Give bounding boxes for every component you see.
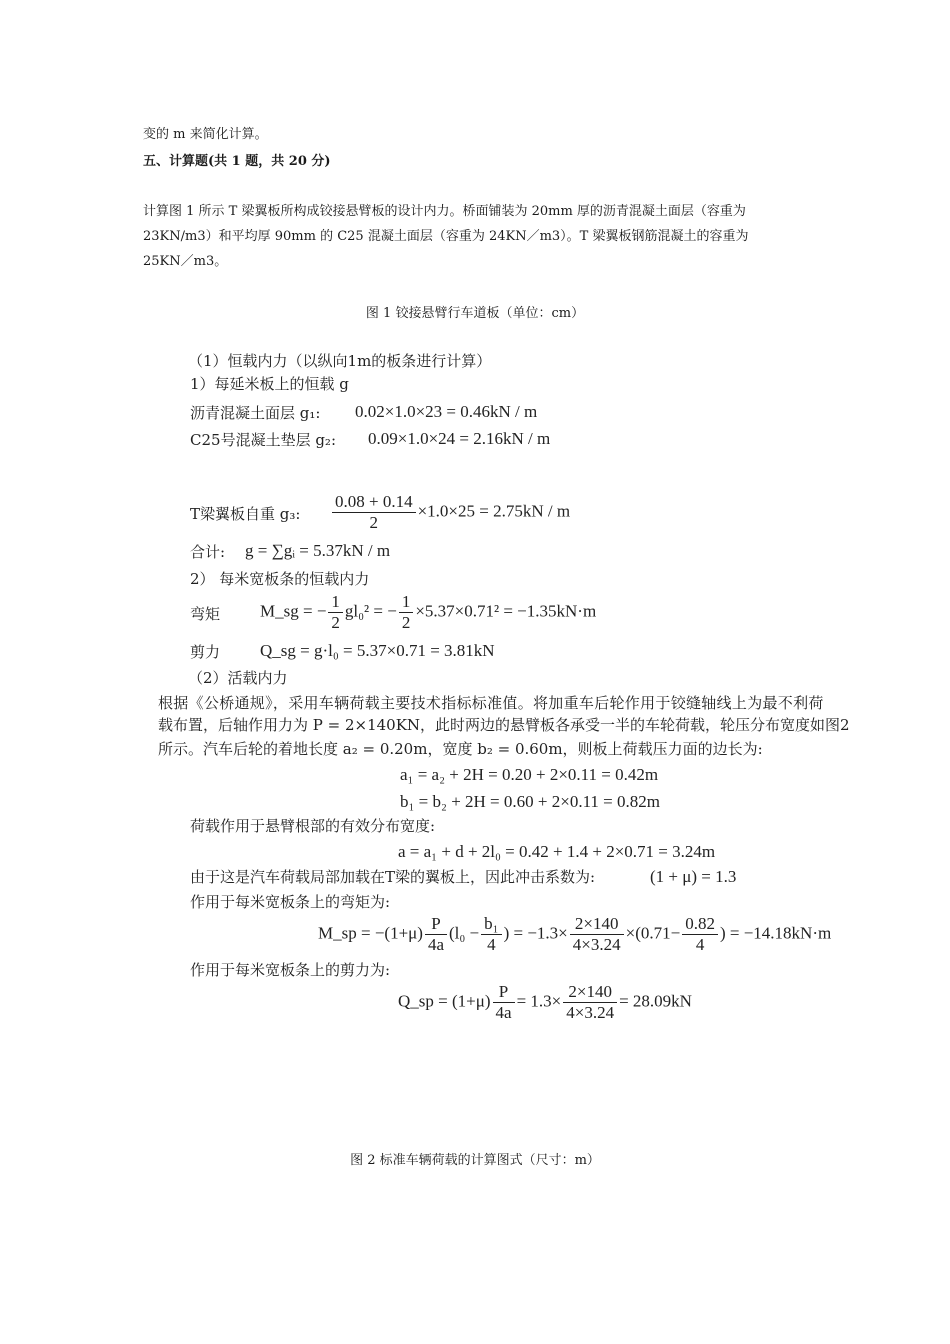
figure2-caption: 图 2 标准车辆荷载的计算图式（尺寸：m）: [350, 1153, 600, 1168]
dead-load-sub2: 2） 每米宽板条的恒载内力: [190, 570, 370, 588]
moment-expression: M_sg = − $\frac{1}{2}$ gl₀² = − $\frac{1}{2}$ ×5.37×0.71² = −1.35kN·m: [260, 592, 597, 632]
g3-label: T梁翼板自重 g₃:: [190, 505, 301, 523]
msp-label: 作用于每米宽板条上的弯矩为:: [190, 893, 391, 911]
dead-load-sub1: 1）每延米板上的恒载 g: [190, 375, 349, 393]
problem-line-3: 25KN／m3。: [143, 254, 228, 269]
section-heading: 五、计算题(共 1 题，共 20 分): [143, 154, 331, 169]
g3-expression: $\frac{0.08 + 0.14}{2}$ ×1.0×25 = 2.75kN / m: [330, 492, 570, 533]
sum-label: 合计:: [190, 543, 226, 561]
b1-expression: b₁ = b₂ + 2H = 0.60 + 2×0.11 = 0.82m: [400, 792, 660, 811]
dead-load-title: （1）恒载内力（以纵向1m的板条进行计算）: [188, 352, 492, 370]
shear-expression: Q_sg = g·l₀ = 5.37×0.71 = 3.81kN: [260, 641, 495, 660]
g1-label: 沥青混凝土面层 g₁:: [190, 404, 321, 422]
qsp-expression: Q_sp = (1+μ) $\frac{P}{4a}$ = 1.3× $\frac{2\times 140}{4\times 3.24}$ = 28.09kN: [398, 982, 692, 1022]
g2-label: C25号混凝土垫层 g₂:: [190, 431, 337, 449]
live-load-para-2: 载布置，后轴作用力为 P = 2×140KN，此时两边的悬臂板各承受一半的车轮荷载，轮压分布宽度如图2: [158, 716, 850, 734]
g1-expression: 0.02×1.0×23 = 0.46kN / m: [355, 402, 538, 421]
a1-expression: a₁ = a₂ + 2H = 0.20 + 2×0.11 = 0.42m: [400, 765, 659, 784]
impact-expression: (1 + μ) = 1.3: [650, 867, 737, 886]
effective-width-label: 荷载作用于悬臂根部的有效分布宽度:: [190, 817, 436, 835]
live-load-para-3: 所示。汽车后轮的着地长度 a₂ = 0.20m，宽度 b₂ = 0.60m，则板上荷载压力面的边长为:: [158, 740, 763, 758]
g3-fraction: $\frac{0.08 + 0.14}{2}$: [332, 492, 416, 533]
sum-expression: g = ∑gᵢ = 5.37kN / m: [245, 541, 391, 560]
figure1-caption: 图 1 铰接悬臂行车道板（单位：cm）: [365, 306, 585, 321]
intro-tail: 变的 m 来简化计算。: [143, 127, 268, 142]
a-expression: a = a₁ + d + 2l₀ = 0.42 + 1.4 + 2×0.71 = 3.24m: [398, 842, 716, 861]
problem-line-1: 计算图 1 所示 T 梁翼板所构成铰接悬臂板的设计内力。桥面铺装为 20mm 厚的沥青混凝土面层（容重为: [143, 204, 746, 219]
live-load-title: （2）活载内力: [188, 669, 288, 687]
impact-label: 由于这是汽车荷载局部加载在T梁的翼板上，因此冲击系数为:: [190, 868, 596, 886]
qsp-label: 作用于每米宽板条上的剪力为:: [190, 961, 391, 979]
problem-line-2: 23KN/m3）和平均厚 90mm 的 C25 混凝土面层（容重为 24KN／m3）。T 梁翼板钢筋混凝土的容重为: [143, 229, 749, 244]
g2-expression: 0.09×1.0×24 = 2.16kN / m: [368, 429, 551, 448]
shear-label: 剪力: [190, 643, 221, 661]
msp-expression: M_sp = −(1+μ) $\frac{P}{4a}$ (l₀ − $\frac{\text{b₁}}{4}$ ) = −1.3× $\frac{2\times 140}{4\times 3.24}$ ×(0.71− $\frac{0.82}{4}$ ) = −14.18kN·m: [318, 914, 832, 954]
moment-label: 弯矩: [190, 605, 221, 623]
live-load-para-1: 根据《公桥通规》，采用车辆荷载主要技术指标标准值。将加重车后轮作用于铰缝轴线上为最不利荷: [158, 694, 824, 712]
